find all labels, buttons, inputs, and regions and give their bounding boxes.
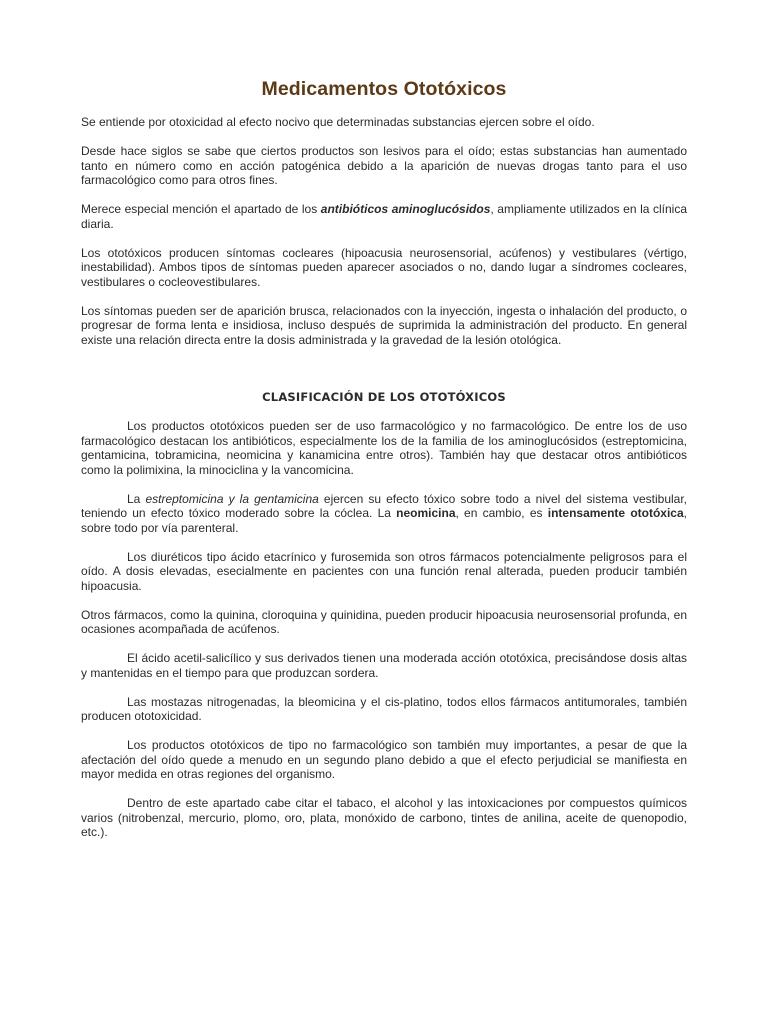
section-paragraph-2: [81, 492, 687, 536]
section-paragraph-8: Dentro de este apartado cabe citar el tabaco, el alcohol y las intoxicaciones por compuestos químicos varios (nitrobenzal, mercurio, plomo, oro, plata, monóxido de carbono, tintes de anilina, aceite de quenopodio, etc.).: [81, 796, 687, 839]
section-paragraph-4: Otros fármacos, como la quinina, cloroquina y quinidina, pueden producir hipoacusia neurosensorial profunda, en ocasiones acompañada de acúfenos.: [81, 607, 687, 636]
section-paragraph-5: El ácido acetil-salicílico y sus derivados tienen una moderada acción ototóxica, precisándose dosis altas y mantenidas en el tiempo para que produzcan sordera.: [81, 651, 687, 680]
intro-paragraph-5: Los síntomas pueden ser de aparición brusca, relacionados con la inyección, ingesta o inhalación del producto, o progresar de forma lenta e insidiosa, incluso después de suprimida la administración del producto. En general existe una relación directa entre la dosis administrada y la gravedad de la lesión otológica.: [81, 303, 687, 347]
document-title: Medicamentos Ototóxicos: [261, 78, 507, 100]
intro-paragraph-2: Desde hace siglos se sabe que ciertos productos son lesivos para el oído; estas substancias han aumentado tanto en número como en acción patogénica debido a la aparición de nuevas drogas tanto para el uso farmacológico como para otros fines.: [81, 144, 687, 187]
streptomycin-gentamicin-italic: estreptomicina y la gentamicina: [145, 491, 319, 506]
section-paragraph-6: Las mostazas nitrogenadas, la bleomicina y el cis-platino, todos ellos fármacos antitumorales, también producen ototoxicidad.: [81, 694, 687, 723]
section-paragraph-3: Los diuréticos tipo ácido etacrínico y furosemida son otros fármacos potencialmente peligrosos para el oído. A dosis elevadas, esecialmente en pacientes con una función renal alterada, pueden producir también hipoacusia.: [81, 549, 687, 593]
section-heading: CLASIFICACIÓN DE LOS OTOTÓXICOS: [262, 390, 506, 404]
section-paragraph-2-mid2: , en cambio, es: [455, 506, 548, 520]
intro-paragraph-4: Los ototóxicos producen síntomas cocleares (hipoacusia neurosensorial, acúfenos) y vestibulares (vértigo, inestabilidad). Ambos tipos de síntomas pueden aparecer asociados o no, dando lugar a síndromes cocleares, vestibulares o cocleovestibulares.: [81, 245, 687, 289]
section-paragraph-7: Los productos ototóxicos de tipo no farmacológico son también muy importantes, a pesar de que la afectación del oído quede a menudo en un segundo plano debido a que el efecto perjudicial se manifiesta en mayor medida en otras regiones del organismo.: [81, 738, 687, 781]
neomycin-bold: neomicina: [396, 506, 456, 520]
intro-paragraph-3-end: , ampliamente utilizados en la clínica diaria.: [81, 202, 688, 231]
section-paragraph-2-end: , sobre todo por vía parenteral.: [81, 506, 688, 535]
section-paragraph-1: Los productos ototóxicos pueden ser de uso farmacológico y no farmacológico. De entre los de uso farmacológico destacan los antibióticos, especialmente los de la familia de los aminoglucósidos (estreptomicina, gentamicina, tobramicina, neomicina y kanamicina entre otros). También hay que destacar otros antibióticos como la polimixina, la minociclina y la vancomicina.: [81, 419, 687, 477]
intensely-ototoxic-bold: intensamente ototóxica: [547, 506, 684, 520]
intro-paragraph-3: [81, 202, 687, 231]
section-paragraph-2-mid: ejercen su efecto tóxico sobre todo a nivel del sistema vestibular, teniendo un efecto tóxico moderado sobre la cóclea. La: [81, 491, 687, 520]
intro-paragraph-1: Se entiende por otoxicidad al efecto nocivo que determinadas substancias ejercen sobre el oído.: [81, 115, 595, 129]
aminoglycosides-emphasis: antibióticos aminoglucósidos: [320, 202, 491, 216]
section-paragraph-2-start: La: [127, 491, 146, 506]
intro-paragraph-3-start: Merece especial mención el apartado de los: [81, 202, 321, 216]
